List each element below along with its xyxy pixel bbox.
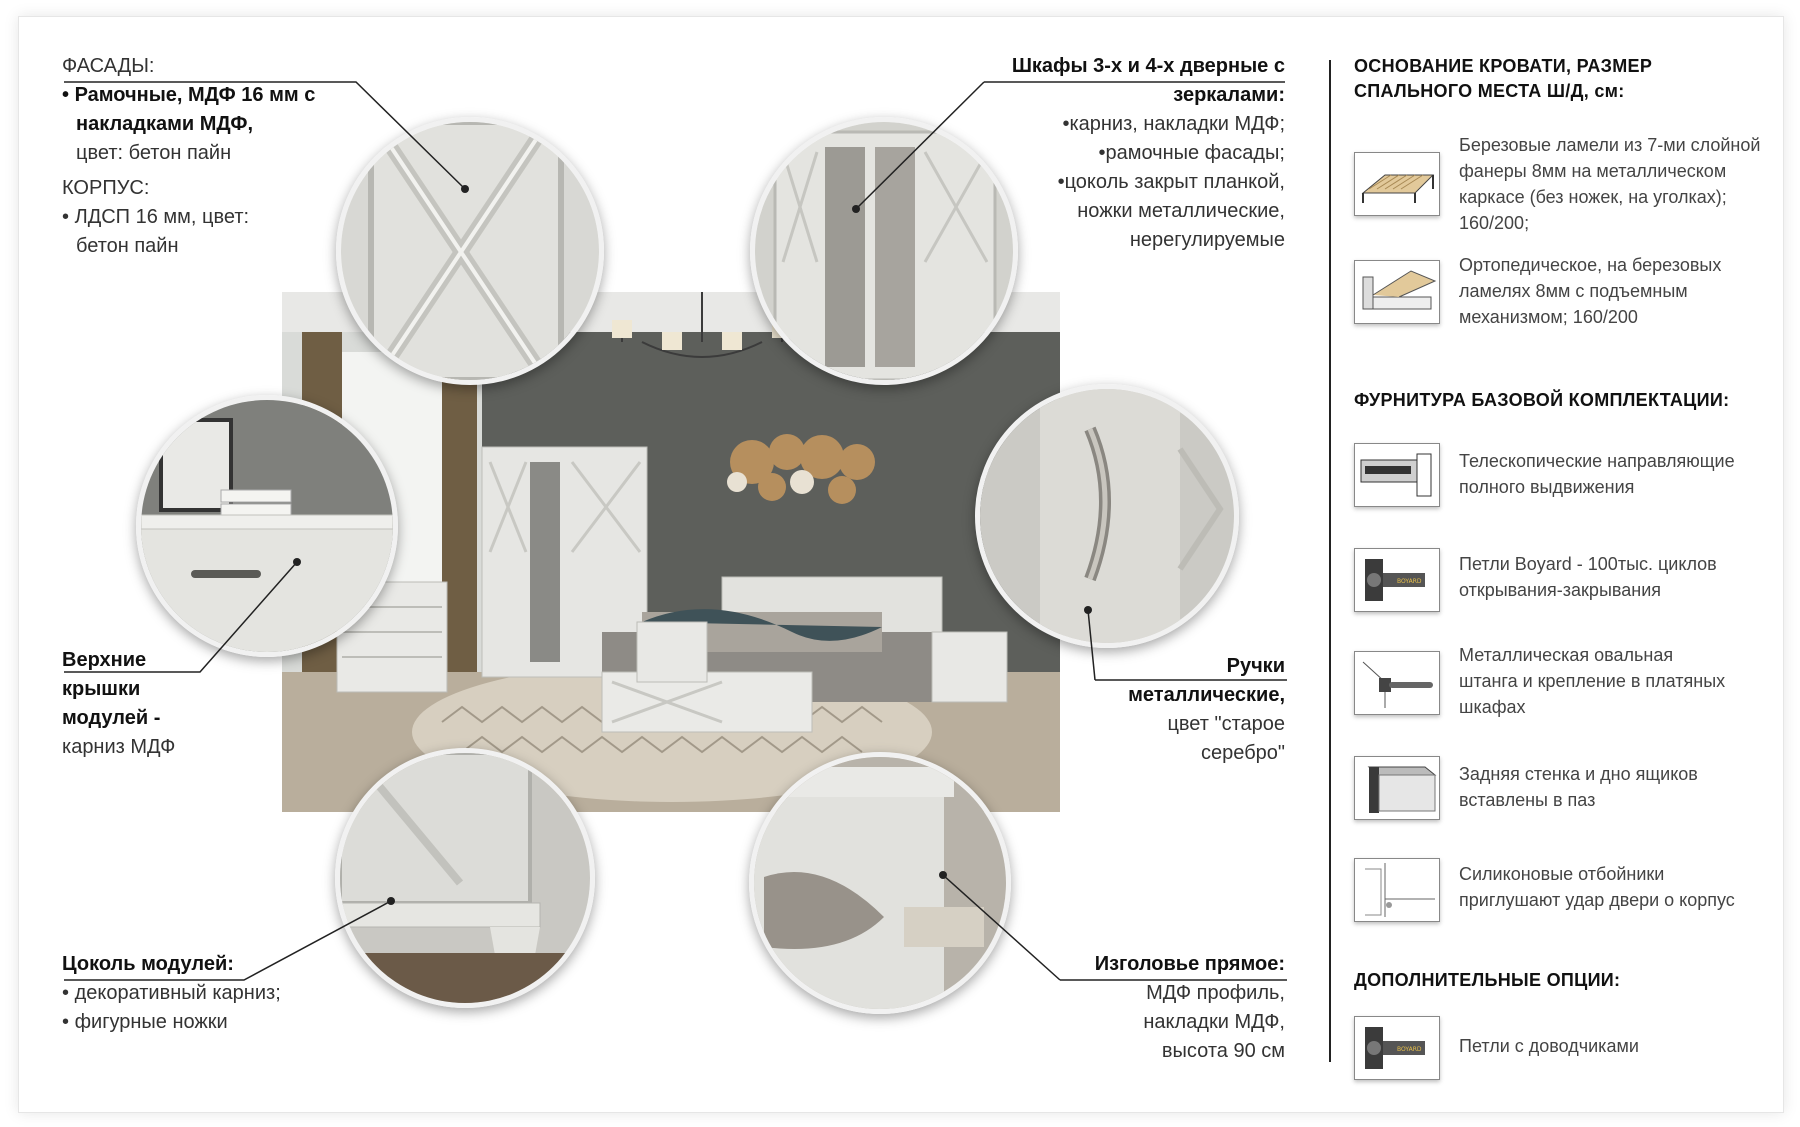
bed-base-option-2: Ортопедическое, на березовых ламелях 8мм с подъемным механизмом; 160/200 bbox=[1459, 255, 1722, 327]
drawer-slide-icon bbox=[1354, 443, 1440, 507]
hinge-icon bbox=[1354, 548, 1440, 612]
handles-color-1: цвет "старое bbox=[1167, 713, 1285, 735]
plinth-title: Цоколь модулей: bbox=[62, 953, 234, 975]
facades-block: ФАСАДЫ: • Рамочные, МДФ 16 мм с накладками МДФ, цвет: бетон пайн КОРПУС: • ЛДСП 16 мм, цвет: бетон пайн bbox=[62, 52, 315, 261]
top-covers-line-4: карниз МДФ bbox=[62, 736, 176, 758]
wardrobes-line-4: ножки металлические, bbox=[1077, 200, 1285, 222]
fitting-2: Петли Boyard - 100тыс. циклов открывания-закрывания bbox=[1459, 554, 1717, 600]
headboard-line-2: накладки МДФ, bbox=[1143, 1011, 1285, 1033]
svg-text:BOYARD: BOYARD bbox=[1397, 578, 1422, 585]
body-material: ЛДСП 16 мм, цвет: bbox=[74, 206, 250, 228]
fitting-1: Телескопические направляющие полного выдвижения bbox=[1459, 451, 1735, 497]
wardrobes-line-5: нерегулируемые bbox=[1129, 229, 1285, 251]
wardrobes-title-2: зеркалами: bbox=[1173, 84, 1285, 106]
headboard-block bbox=[1095, 950, 1285, 1066]
option-1: Петли с доводчиками bbox=[1459, 1036, 1639, 1056]
headboard-title: Изголовье прямое: bbox=[1094, 953, 1285, 975]
facades-color: цвет: бетон пайн bbox=[76, 142, 232, 164]
body-color: бетон пайн bbox=[76, 235, 179, 257]
bed-base-heading: ОСНОВАНИЕ КРОВАТИ, РАЗМЕР СПАЛЬНОГО МЕСТА Ш/Д, см: bbox=[1354, 56, 1653, 101]
handles-title-1: Ручки bbox=[1226, 655, 1285, 677]
handles-color-2: серебро" bbox=[1201, 742, 1285, 764]
plinth-item-2: фигурные ножки bbox=[74, 1011, 228, 1033]
handles-block bbox=[1128, 652, 1285, 768]
plinth-block: Цоколь модулей: • декоративный карниз; • фигурные ножки bbox=[62, 950, 281, 1037]
bed-base-option-1: Березовые ламели из 7-ми слойной фанеры 8мм на металлическом каркасе (без ножек, на уголках); 160/200; bbox=[1459, 135, 1761, 233]
body-title: КОРПУС: bbox=[62, 177, 150, 199]
headboard-line-3: высота 90 см bbox=[1161, 1040, 1285, 1062]
bed-frame-icon bbox=[1354, 152, 1440, 216]
wardrobes-item-3: цоколь закрыт планкой, bbox=[1064, 171, 1285, 193]
top-covers-block bbox=[62, 646, 175, 762]
wardrobes-title-1: Шкафы 3-х и 4-х дверные с bbox=[1011, 55, 1285, 77]
fitting-4: Задняя стенка и дно ящиков вставлены в паз bbox=[1459, 764, 1698, 810]
headboard-line-1: МДФ профиль, bbox=[1146, 982, 1285, 1004]
fitting-3: Металлическая овальная штанга и крепление в платяных шкафах bbox=[1459, 645, 1726, 717]
soft-close-hinge-icon bbox=[1354, 1016, 1440, 1080]
wardrobes-item-1: карниз, накладки МДФ; bbox=[1069, 113, 1285, 135]
facades-type-cont: накладками МДФ, bbox=[76, 113, 254, 135]
plinth-item-1: декоративный карниз; bbox=[74, 982, 281, 1004]
svg-text:BOYARD: BOYARD bbox=[1397, 1046, 1422, 1053]
facades-type: Рамочные, МДФ 16 мм с bbox=[74, 84, 316, 106]
wardrobe-rail-icon bbox=[1354, 651, 1440, 715]
silicone-bumper-icon bbox=[1354, 858, 1440, 922]
options-heading: ДОПОЛНИТЕЛЬНЫЕ ОПЦИИ: bbox=[1354, 970, 1621, 990]
facades-title: ФАСАДЫ: bbox=[62, 55, 155, 77]
top-covers-line-3: модулей - bbox=[62, 707, 161, 729]
wardrobes-item-2: рамочные фасады; bbox=[1105, 142, 1285, 164]
wardrobes-block: Шкафы 3-х и 4-х дверные с зеркалами: •карниз, накладки МДФ; •рамочные фасады; •цоколь закрыт планкой, ножки металлические, нерегулируемые bbox=[1012, 52, 1285, 255]
column-divider bbox=[1329, 60, 1331, 1062]
groove-panel-icon bbox=[1354, 756, 1440, 820]
top-covers-line-2: крышки bbox=[62, 678, 141, 700]
fitting-5: Силиконовые отбойники приглушают удар двери о корпус bbox=[1459, 864, 1735, 910]
top-covers-line-1: Верхние bbox=[62, 649, 147, 671]
fittings-heading: ФУРНИТУРА БАЗОВОЙ КОМПЛЕКТАЦИИ: bbox=[1354, 390, 1730, 410]
handles-title-2: металлические, bbox=[1128, 684, 1285, 706]
bed-lift-icon bbox=[1354, 260, 1440, 324]
